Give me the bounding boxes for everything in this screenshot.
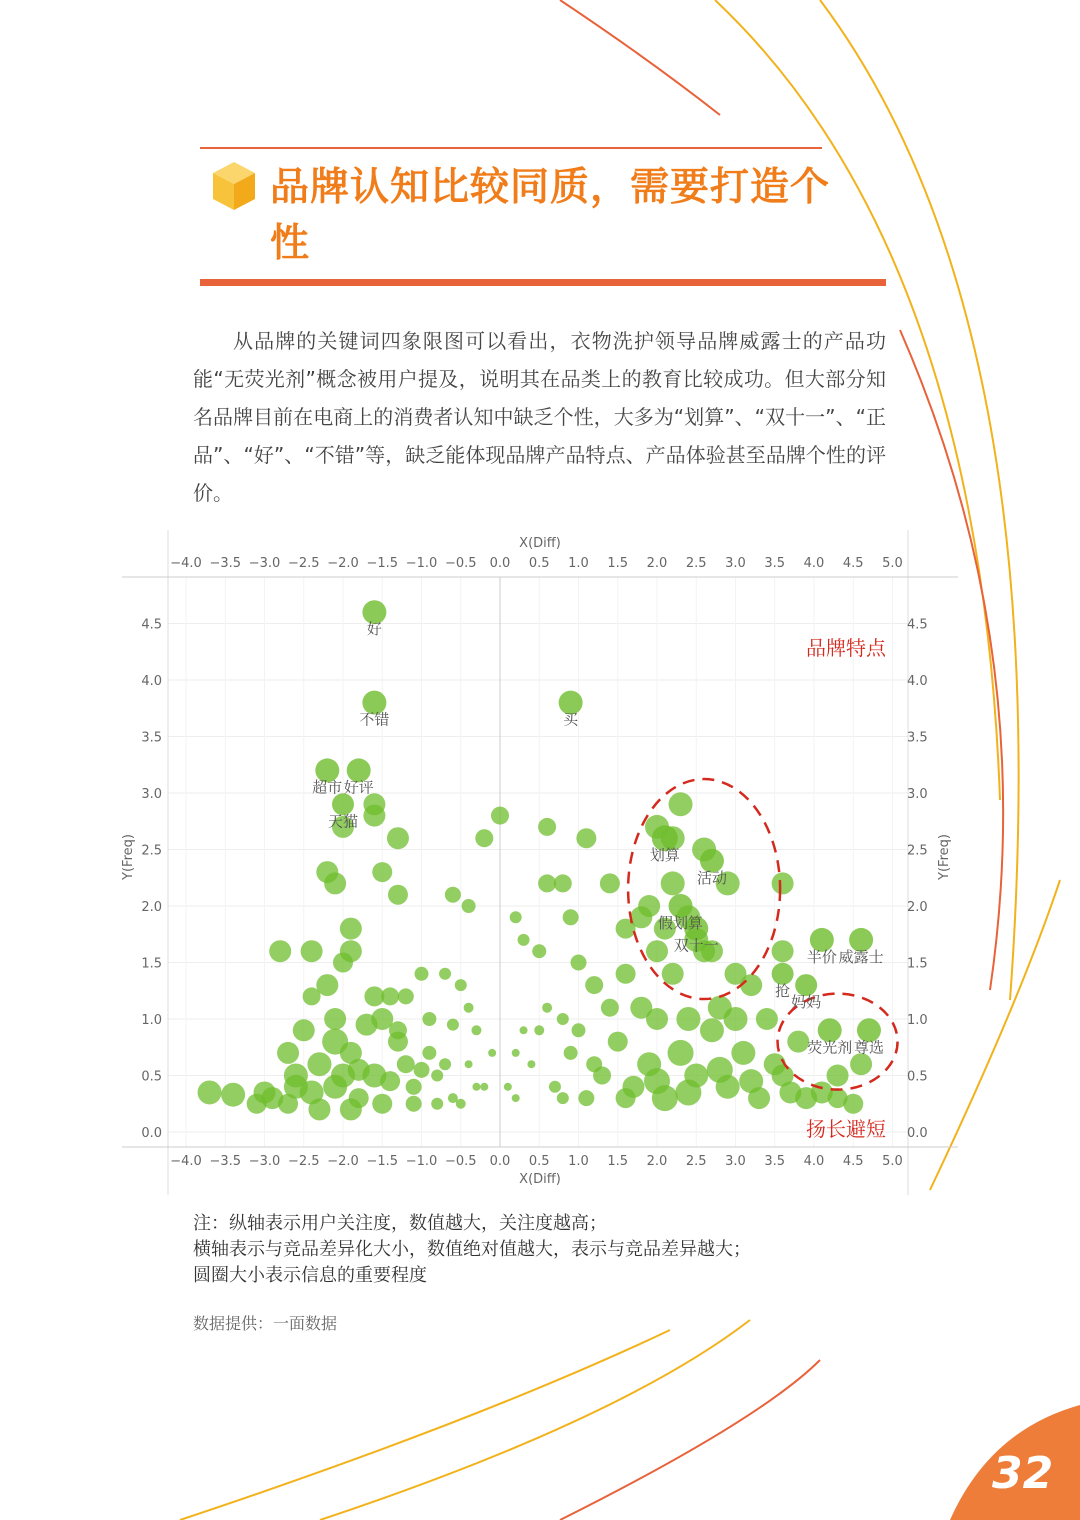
- point-label: 半价: [806, 947, 837, 966]
- chart-bubble: [278, 1094, 298, 1114]
- chart-bubble: [518, 934, 530, 946]
- x-tick-label-bottom: 3.0: [725, 1154, 746, 1169]
- chart-bubble: [616, 964, 636, 984]
- chart-bubble: [512, 1094, 520, 1102]
- chart-bubble: [415, 967, 429, 981]
- x-tick-label-top: 3.5: [764, 556, 786, 571]
- chart-bubble: [475, 829, 493, 847]
- chart-bubble: [456, 1099, 466, 1109]
- y-tick-label-right: 4.0: [907, 674, 928, 689]
- chart-bubble: [850, 1053, 872, 1075]
- y-axis-title-left: Y(Freq): [121, 834, 136, 880]
- chart-bubble: [380, 1071, 400, 1091]
- chart-bubble: [772, 940, 794, 962]
- chart-bubble: [675, 1079, 701, 1105]
- chart-bubble: [586, 1056, 602, 1072]
- chart-bubble: [422, 1012, 436, 1026]
- x-tick-label-bottom: 1.0: [568, 1154, 589, 1169]
- x-tick-label-top: −3.0: [248, 556, 281, 571]
- chart-bubble: [731, 1041, 755, 1065]
- y-tick-label-left: 4.5: [141, 617, 162, 633]
- chart-bubble: [422, 1046, 436, 1060]
- x-tick-label-bottom: −2.5: [287, 1154, 320, 1169]
- y-tick-label-left: 1.5: [141, 956, 162, 972]
- chart-bubble: [724, 1007, 748, 1031]
- point-label: 妈妈: [791, 993, 822, 1012]
- y-tick-label-left: 3.0: [141, 787, 162, 802]
- chart-bubble: [585, 976, 603, 994]
- y-tick-label-left: 3.5: [141, 730, 162, 746]
- chart-bubble: [843, 1094, 863, 1114]
- body-paragraph: [193, 322, 886, 512]
- chart-bubble: [557, 1013, 569, 1025]
- x-tick-label-bottom: −2.0: [327, 1154, 359, 1169]
- y-tick-label-right: 0.0: [907, 1126, 928, 1141]
- chart-bubble: [398, 988, 414, 1004]
- data-source: 数据提供：一面数据: [193, 1314, 338, 1333]
- x-tick-label-bottom: 4.5: [842, 1154, 864, 1169]
- point-label: 荧光剂: [807, 1038, 853, 1057]
- chart-bubble: [668, 1040, 694, 1066]
- chart-bubble: [572, 1023, 586, 1037]
- page-number: 32: [992, 1448, 1054, 1499]
- y-tick-label-right: 0.5: [907, 1069, 928, 1085]
- chart-bubble: [301, 940, 323, 962]
- page-title: 品牌认知比较同质，需要打造个性: [270, 165, 831, 266]
- x-tick-label-top: −2.5: [287, 556, 320, 571]
- point-label: 买: [563, 710, 579, 729]
- quadrant-label-bottom-right: 扬长避短: [806, 1117, 886, 1141]
- chart-bubble: [510, 911, 522, 923]
- y-tick-label-left: 4.0: [141, 674, 162, 689]
- chart-bubble: [576, 828, 596, 848]
- chart-bubble: [571, 955, 587, 971]
- note-line-2: 横轴表示与竞品差异化大小，数值绝对值越大，表示与竞品差异越大；: [193, 1239, 751, 1260]
- chart-bubble: [557, 1092, 569, 1104]
- x-tick-label-bottom: 5.0: [882, 1154, 903, 1169]
- point-label: 好评: [343, 778, 374, 797]
- chart-bubble: [431, 1098, 443, 1110]
- chart-bubble: [707, 1057, 733, 1083]
- point-label: 双十一: [673, 936, 719, 955]
- x-tick-label-bottom: −3.0: [248, 1154, 281, 1169]
- chart-bubble: [662, 963, 684, 985]
- chart-bubble: [471, 1025, 481, 1035]
- chart-bubble: [739, 1069, 763, 1093]
- x-tick-label-bottom: −4.0: [170, 1154, 202, 1169]
- x-tick-label-bottom: −3.5: [209, 1154, 242, 1169]
- chart-bubble: [563, 909, 579, 925]
- chart-bubble: [439, 968, 451, 980]
- y-tick-label-right: 2.5: [907, 843, 928, 859]
- chart-bubble: [480, 1083, 488, 1091]
- x-tick-label-bottom: 4.0: [803, 1154, 825, 1169]
- point-label: 尊选: [853, 1038, 884, 1057]
- x-tick-label-bottom: −1.0: [405, 1154, 438, 1169]
- chart-bubble: [676, 1007, 700, 1031]
- chart-bubble: [397, 1055, 415, 1073]
- chart-bubble: [340, 918, 362, 940]
- chart-bubble: [578, 1090, 594, 1106]
- x-tick-label-bottom: 1.5: [607, 1154, 629, 1169]
- chart-bubble: [388, 885, 408, 905]
- chart-bubble: [532, 944, 546, 958]
- x-tick-label-top: 0.5: [528, 556, 550, 571]
- chart-bubble: [445, 887, 461, 903]
- chart-bubble: [638, 895, 660, 917]
- chart-bubble: [488, 1049, 496, 1057]
- chart-bubble: [303, 987, 321, 1005]
- y-tick-label-left: 0.5: [141, 1069, 162, 1085]
- chart-bubble: [439, 1058, 451, 1070]
- chart-bubble: [198, 1080, 222, 1104]
- chart-bubble: [740, 974, 762, 996]
- chart-bubble: [372, 862, 392, 882]
- chart-bubble: [646, 1008, 668, 1030]
- chart-bubble: [307, 1052, 331, 1076]
- chart-bubble: [646, 940, 668, 962]
- chart-bubble: [324, 1008, 346, 1030]
- chart-bubble: [542, 1003, 552, 1013]
- x-tick-label-top: 1.5: [607, 556, 629, 571]
- chart-bubble: [406, 1079, 422, 1095]
- y-tick-label-right: 3.5: [907, 730, 928, 746]
- chart-bubble: [324, 872, 346, 894]
- chart-bubble: [381, 987, 399, 1005]
- chart-bubble: [669, 792, 693, 816]
- chart-bubble: [608, 1032, 628, 1052]
- chart-bubble: [564, 1046, 578, 1060]
- x-tick-label-bottom: 2.0: [646, 1154, 668, 1169]
- chart-bubble: [340, 1098, 362, 1120]
- chart-bubble: [661, 871, 685, 895]
- point-label: 不错: [359, 710, 390, 729]
- chart-bubble: [269, 940, 291, 962]
- chart-bubble: [277, 1042, 299, 1064]
- x-tick-label-top: −1.0: [405, 556, 438, 571]
- x-tick-label-bottom: 3.5: [764, 1154, 786, 1169]
- point-label: 划算: [649, 846, 680, 865]
- chart-bubble: [389, 1021, 407, 1039]
- x-tick-label-top: −2.0: [327, 556, 359, 571]
- y-axis-title-right: Y(Freq): [937, 834, 952, 880]
- x-tick-label-top: 0.0: [489, 556, 511, 571]
- chart-bubble: [323, 1075, 347, 1099]
- title-top-rule: [200, 147, 822, 149]
- chart-bubble: [406, 1096, 422, 1112]
- x-tick-label-top: 5.0: [882, 556, 903, 571]
- point-label: 天猫: [327, 812, 359, 831]
- chart-bubble: [520, 1026, 528, 1034]
- chart-bubble: [554, 874, 572, 892]
- x-tick-label-top: −3.5: [209, 556, 242, 571]
- chart-bubble: [447, 1019, 459, 1031]
- x-tick-label-top: −1.5: [366, 556, 399, 571]
- x-tick-label-top: 4.0: [803, 556, 825, 571]
- x-tick-label-top: 2.5: [685, 556, 707, 571]
- chart-bubble: [293, 1019, 315, 1041]
- note-line-3: 圆圈大小表示信息的重要程度: [193, 1265, 427, 1286]
- chart-bubble: [333, 953, 353, 973]
- x-tick-label-bottom: 0.0: [489, 1154, 511, 1169]
- x-tick-label-top: 3.0: [725, 556, 746, 571]
- y-tick-label-right: 2.0: [907, 900, 928, 915]
- x-tick-label-bottom: 0.5: [528, 1154, 550, 1169]
- chart-bubble: [414, 1062, 430, 1078]
- chart-bubble: [538, 818, 556, 836]
- title-bottom-rule: [200, 279, 886, 286]
- y-tick-label-right: 4.5: [907, 617, 928, 633]
- chart-bubble: [462, 899, 476, 913]
- chart-bubble: [300, 1080, 324, 1104]
- chart-bubble: [491, 807, 509, 825]
- y-tick-label-right: 1.0: [907, 1013, 928, 1028]
- x-tick-label-top: 4.5: [842, 556, 864, 571]
- chart-bubble: [827, 1065, 849, 1087]
- point-label: 抢: [775, 981, 791, 1000]
- point-label: 威露士: [838, 947, 884, 966]
- chart-bubble: [616, 1088, 636, 1108]
- cube-icon: [211, 160, 257, 212]
- chart-grid: [168, 577, 908, 1147]
- chart-bubble: [387, 827, 409, 849]
- chart-bubble: [787, 1031, 809, 1053]
- x-tick-label-top: −0.5: [444, 556, 477, 571]
- x-tick-label-top: 1.0: [568, 556, 589, 571]
- x-tick-label-top: −4.0: [170, 556, 202, 571]
- chart-bubble: [600, 873, 620, 893]
- chart-bubble: [534, 1025, 544, 1035]
- x-tick-label-bottom: −0.5: [444, 1154, 477, 1169]
- y-tick-label-left: 1.0: [141, 1013, 162, 1028]
- chart-bubble: [700, 1018, 724, 1042]
- quadrant-scatter-chart: [0, 520, 1080, 1210]
- chart-bubble: [372, 1094, 392, 1114]
- chart-bubble: [512, 1049, 520, 1057]
- chart-bubble: [772, 1065, 794, 1087]
- quadrant-labels: [806, 636, 887, 1141]
- chart-bubble: [756, 1008, 778, 1030]
- chart-bubble: [356, 1014, 378, 1036]
- x-tick-label-bottom: −1.5: [366, 1154, 399, 1169]
- chart-bubble: [464, 1003, 474, 1013]
- chart-bubble: [527, 1060, 535, 1068]
- y-tick-label-right: 1.5: [907, 956, 928, 972]
- chart-bubble: [455, 979, 467, 991]
- x-axis-title-bottom: X(Diff): [519, 1172, 561, 1187]
- chart-bubble: [363, 805, 385, 827]
- chart-bubble: [644, 1068, 670, 1094]
- x-tick-label-top: 2.0: [646, 556, 668, 571]
- point-label: 超市: [312, 778, 343, 797]
- chart-bubble: [549, 1081, 561, 1093]
- chart-bubble: [431, 1070, 443, 1082]
- chart-notes: [193, 1211, 893, 1289]
- chart-bubble: [601, 999, 619, 1017]
- x-axis-title-top: X(Diff): [519, 536, 561, 551]
- y-tick-label-left: 2.5: [141, 843, 162, 859]
- point-label: 活动: [696, 868, 727, 887]
- chart-bubble: [472, 1083, 480, 1091]
- y-tick-label-left: 0.0: [141, 1126, 162, 1141]
- point-label: 好: [366, 620, 382, 639]
- chart-bubble: [772, 872, 794, 894]
- quadrant-label-top-right: 品牌特点: [806, 636, 886, 660]
- y-tick-label-left: 2.0: [141, 900, 162, 915]
- body-paragraph-text: 从品牌的关键词四象限图可以看出，衣物洗护领导品牌威露士的产品功能“无荧光剂”概念被用户提及，说明其在品类上的教育比较成功。但大部分知名品牌目前在电商上的消费者认知中缺乏个性，大多为“划算”、“双十一”、“正品”、“好”、“不错”等，缺乏能体现品牌产品特点、产品体验甚至品牌个性的评价。: [193, 329, 886, 505]
- note-line-1: 注：纵轴表示用户关注度，数值越大，关注度越高；: [193, 1213, 607, 1234]
- point-label: 假划算: [658, 914, 704, 932]
- chart-bubble: [348, 1059, 370, 1081]
- chart-bubble: [221, 1083, 245, 1107]
- x-tick-label-bottom: 2.5: [685, 1154, 707, 1169]
- chart-bubble: [538, 874, 556, 892]
- chart-bubble: [465, 1060, 473, 1068]
- highlight-ellipse-brand-traits: [628, 779, 780, 999]
- chart-bubble: [504, 1083, 512, 1091]
- y-tick-label-right: 3.0: [907, 787, 928, 802]
